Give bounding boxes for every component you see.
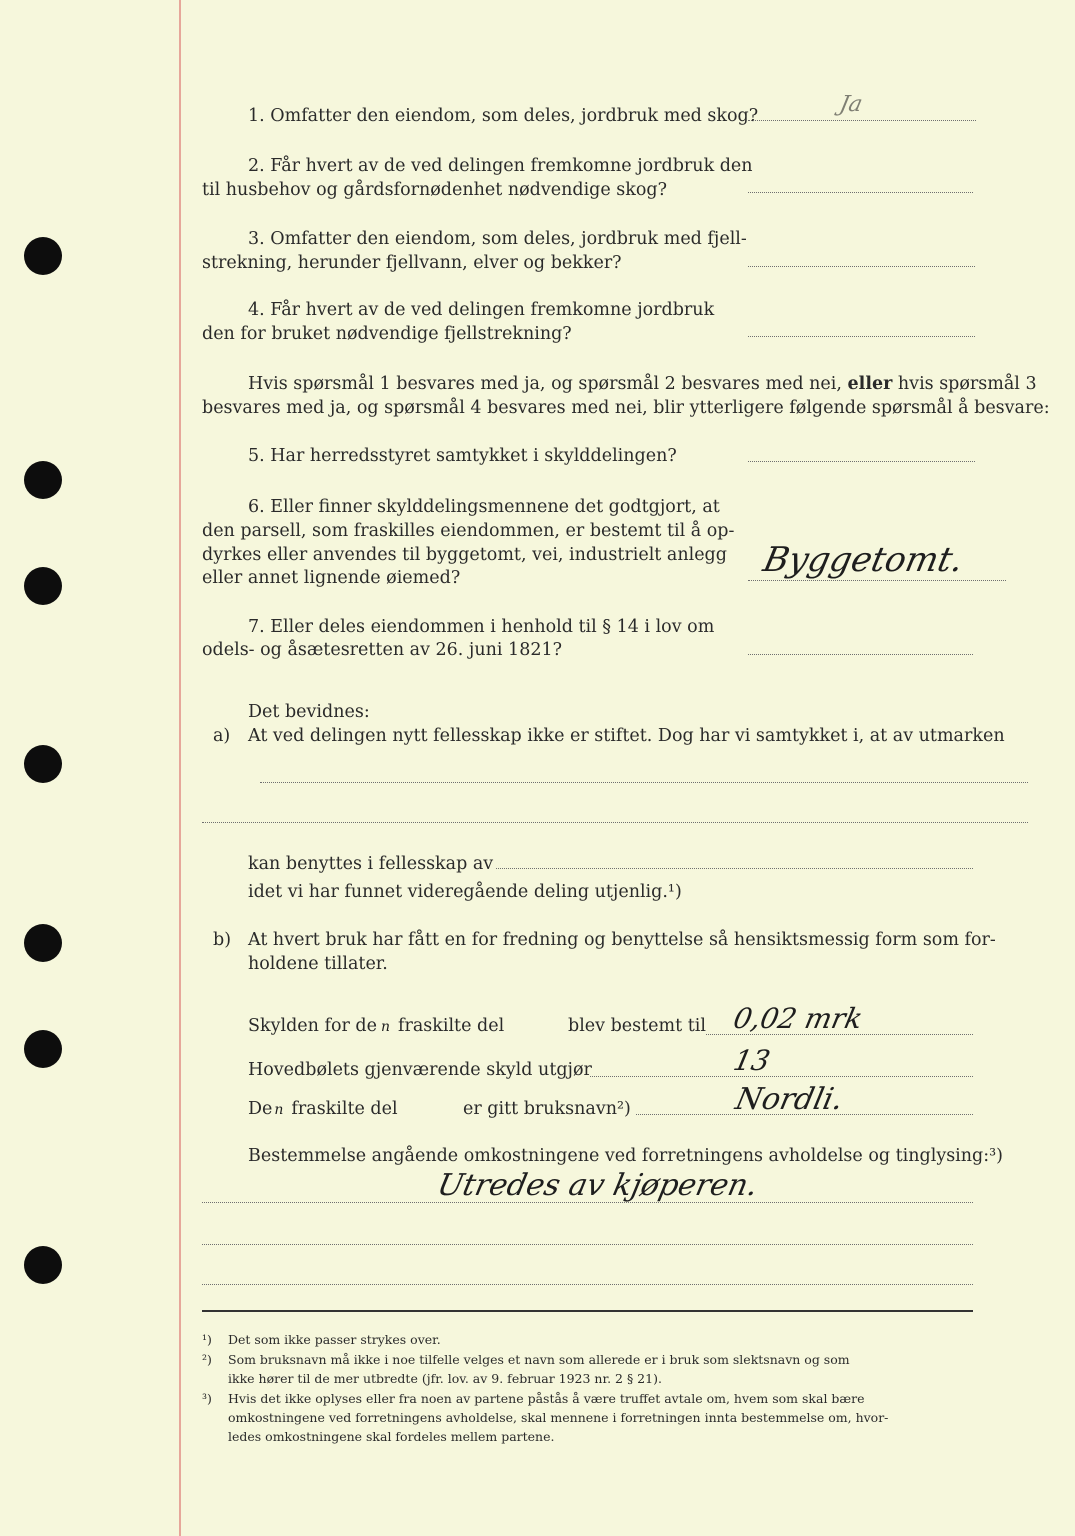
navn-value-handwriting: Nordli. xyxy=(732,1082,847,1117)
navn-label: De n fraskilte del xyxy=(248,1099,398,1119)
declaration-heading: Det bevidnes: xyxy=(248,702,370,722)
cost-label: Bestemmelse angående omkostningene ved forretningens avholdelse og tinglysing:³) xyxy=(248,1146,1003,1166)
punch-hole xyxy=(24,924,62,962)
answer-line xyxy=(748,192,973,193)
item-a-text: At ved delingen nytt fellesskap ikke er stiftet. Dog har vi samtykket i, at av utmarken xyxy=(248,726,1005,746)
fill-line xyxy=(260,782,1028,783)
footnote-1-line-1: Det som ikke passer strykes over. xyxy=(228,1332,441,1347)
answer-6-handwriting: Byggetomt. xyxy=(759,540,967,580)
question-2-line-2: til husbehov og gårdsfornødenhet nødvendige skog? xyxy=(202,180,667,200)
skyld-label-end: blev bestemt til xyxy=(568,1016,706,1036)
skyld-value-handwriting: 0,02 mrk xyxy=(730,1002,866,1035)
question-3-line-1: 3. Omfatter den eiendom, som deles, jordbruk med fjell‐ xyxy=(248,229,747,249)
footnote-2-line-1: Som bruksnavn må ikke i noe tilfelle velges et navn som allerede er i bruk som slektsnavn og som xyxy=(228,1352,850,1367)
condition-line-2: besvares med ja, og spørsmål 4 besvares med nei, blir ytterligere følgende spørsmål å besvare: xyxy=(202,398,1050,418)
punch-hole xyxy=(24,745,62,783)
hoved-value-handwriting: 13 xyxy=(730,1044,774,1077)
fill-line xyxy=(496,868,973,869)
question-3-line-2: strekning, herunder fjellvann, elver og bekker? xyxy=(202,253,622,273)
punch-hole xyxy=(24,1030,62,1068)
punch-hole xyxy=(24,567,62,605)
answer-1-handwriting: Ja xyxy=(837,92,865,117)
answer-line xyxy=(748,336,975,337)
cost-value-handwriting: Utredes av kjøperen. xyxy=(434,1168,761,1203)
footnote-2-line-2: ikke hører til de mer utbredte (jfr. lov. av 9. februar 1923 nr. 2 § 21). xyxy=(228,1371,662,1386)
condition-line-1: Hvis spørsmål 1 besvares med ja, og spørsmål 2 besvares med nei, eller hvis spørsmål 3 xyxy=(248,374,1037,394)
hoved-label: Hovedbølets gjenværende skyld utgjør xyxy=(248,1060,592,1080)
navn-label-end: er gitt bruksnavn²) xyxy=(463,1099,631,1119)
footnote-1-mark: ¹) xyxy=(202,1332,212,1347)
question-7-line-1: 7. Eller deles eiendommen i henhold til § 14 i lov om xyxy=(248,617,715,637)
question-6-line-4: eller annet lignende øiemed? xyxy=(202,568,461,588)
question-7-line-2: odels‐ og åsætesretten av 26. juni 1821? xyxy=(202,640,562,660)
question-5: 5. Har herredsstyret samtykket i skylddelingen? xyxy=(248,446,677,466)
question-6-line-3: dyrkes eller anvendes til byggetomt, vei, industrielt anlegg xyxy=(202,545,727,565)
question-1: 1. Omfatter den eiendom, som deles, jordbruk med skog? xyxy=(248,106,759,126)
answer-line xyxy=(748,654,973,655)
fill-line xyxy=(202,1244,973,1245)
fill-line xyxy=(202,1284,973,1285)
item-b-label: b) xyxy=(213,930,232,950)
answer-line xyxy=(748,580,1006,581)
answer-line xyxy=(748,266,975,267)
fill-line xyxy=(590,1076,973,1077)
item-a-label: a) xyxy=(213,726,231,746)
footnote-3-line-1: Hvis det ikke oplyses eller fra noen av partene påstås å være truffet avtale om, hvem som skal bære xyxy=(228,1391,865,1406)
answer-line xyxy=(748,461,975,462)
footnote-3-mark: ³) xyxy=(202,1391,212,1406)
margin-line xyxy=(179,0,181,1536)
skyld-label: Skylden for de n fraskilte del xyxy=(248,1016,505,1036)
punch-hole xyxy=(24,1246,62,1284)
question-6-line-1: 6. Eller finner skylddelingsmennene det godtgjort, at xyxy=(248,497,720,517)
shared-use-label: kan benyttes i fellesskap av xyxy=(248,854,494,874)
question-2-line-1: 2. Får hvert av de ved delingen fremkomne jordbruk den xyxy=(248,156,753,176)
punch-hole xyxy=(24,237,62,275)
fill-line xyxy=(202,822,1028,823)
answer-line xyxy=(748,120,976,121)
question-4-line-1: 4. Får hvert av de ved delingen fremkomne jordbruk xyxy=(248,300,715,320)
punch-hole xyxy=(24,461,62,499)
question-4-line-2: den for bruket nødvendige fjellstrekning? xyxy=(202,324,572,344)
item-b-line-1: At hvert bruk har fått en for fredning og benyttelse så hensiktsmessig form som for‐ xyxy=(248,930,996,950)
further-division-text: idet vi har funnet videregående deling utjenlig.¹) xyxy=(248,882,682,902)
footnote-3-line-2: omkostningene ved forretningens avholdelse, skal mennene i forretningen innta bestemmelse om, hvor‐ xyxy=(228,1410,889,1425)
item-b-line-2: holdene tillater. xyxy=(248,954,388,974)
footnote-rule xyxy=(202,1310,973,1312)
question-6-line-2: den parsell, som fraskilles eiendommen, er bestemt til å op‐ xyxy=(202,521,735,541)
footnote-3-line-3: ledes omkostningene skal fordeles mellem partene. xyxy=(228,1429,555,1444)
footnote-2-mark: ²) xyxy=(202,1352,212,1367)
